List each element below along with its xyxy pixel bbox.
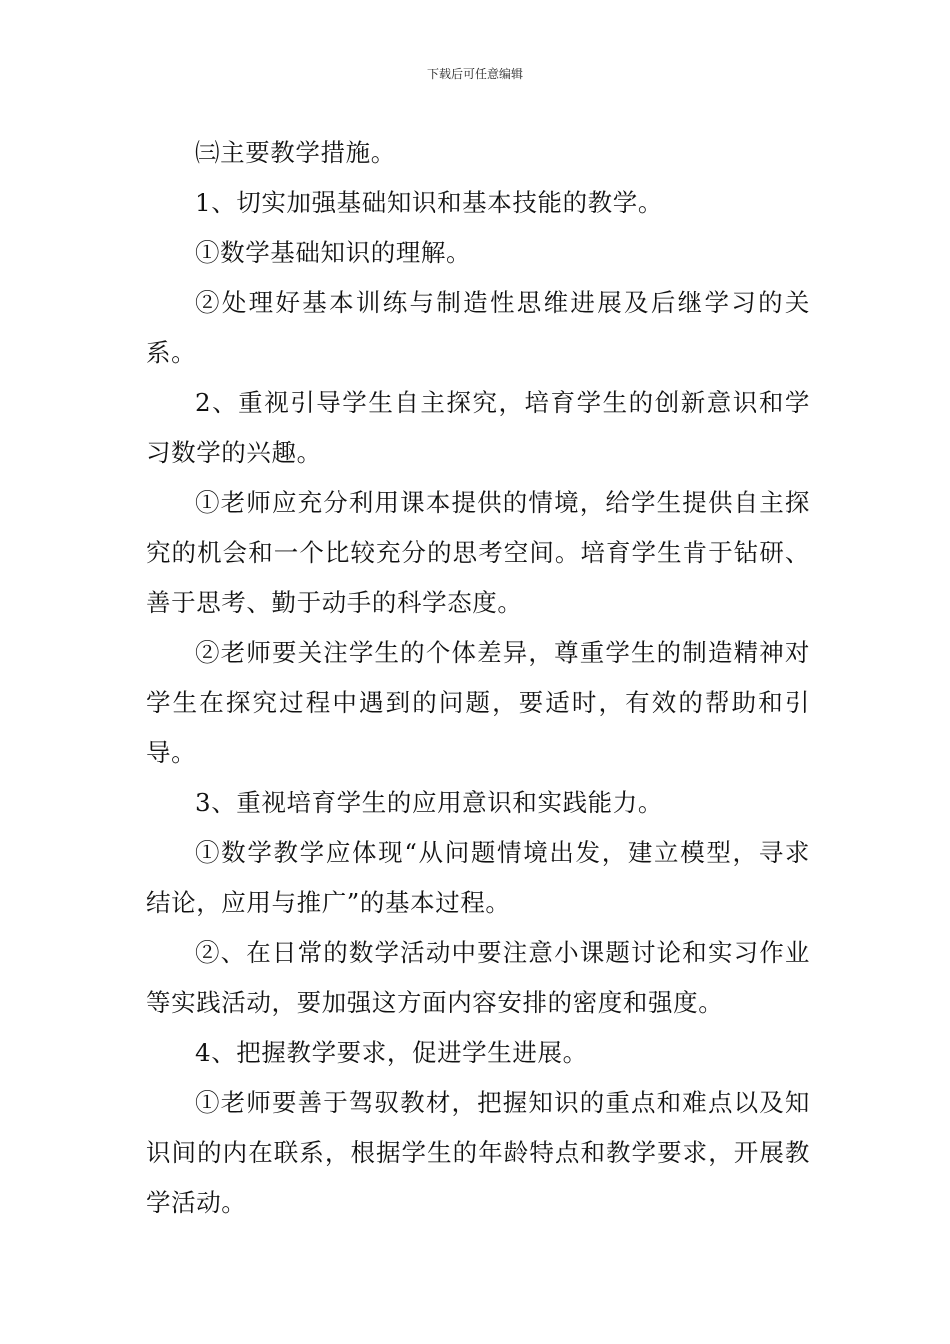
paragraph-item-2-1: ①老师应充分利用课本提供的情境，给学生提供自主探究的机会和一个比较充分的思考空间。培育学生肯于钻研、善于思考、勤于动手的科学态度。 — [146, 488, 810, 617]
paragraph-item-3: 3、重视培育学生的应用意识和实践能力。 — [195, 788, 663, 817]
document-body — [146, 128, 810, 1228]
paragraph-item-3-2: ②、在日常的数学活动中要注意小课题讨论和实习作业等实践活动，要加强这方面内容安排的密度和强度。 — [146, 938, 810, 1017]
paragraph-item-1-2: ②处理好基本训练与制造性思维进展及后继学习的关系。 — [146, 288, 810, 367]
paragraph-item-3-1: ①数学教学应体现“从问题情境出发，建立模型，寻求结论，应用与推广”的基本过程。 — [146, 838, 810, 917]
paragraph-item-2-2: ②老师要关注学生的个体差异，尊重学生的制造精神对学生在探究过程中遇到的问题，要适时，有效的帮助和引导。 — [146, 638, 810, 767]
paragraph-item-4-1: ①老师要善于驾驭教材，把握知识的重点和难点以及知识间的内在联系，根据学生的年龄特点和教学要求，开展教学活动。 — [146, 1088, 810, 1217]
paragraph-item-1-1: ①数学基础知识的理解。 — [195, 238, 472, 267]
paragraph-item-1: 1、切实加强基础知识和基本技能的教学。 — [195, 188, 663, 217]
paragraph-item-2: 2、重视引导学生自主探究，培育学生的创新意识和学习数学的兴趣。 — [146, 388, 810, 467]
section-heading-measures: ㈢主要教学措施。 — [195, 138, 396, 167]
page-header: 下载后可任意编辑 — [426, 67, 523, 81]
paragraph-item-4: 4、把握教学要求，促进学生进展。 — [195, 1038, 588, 1067]
